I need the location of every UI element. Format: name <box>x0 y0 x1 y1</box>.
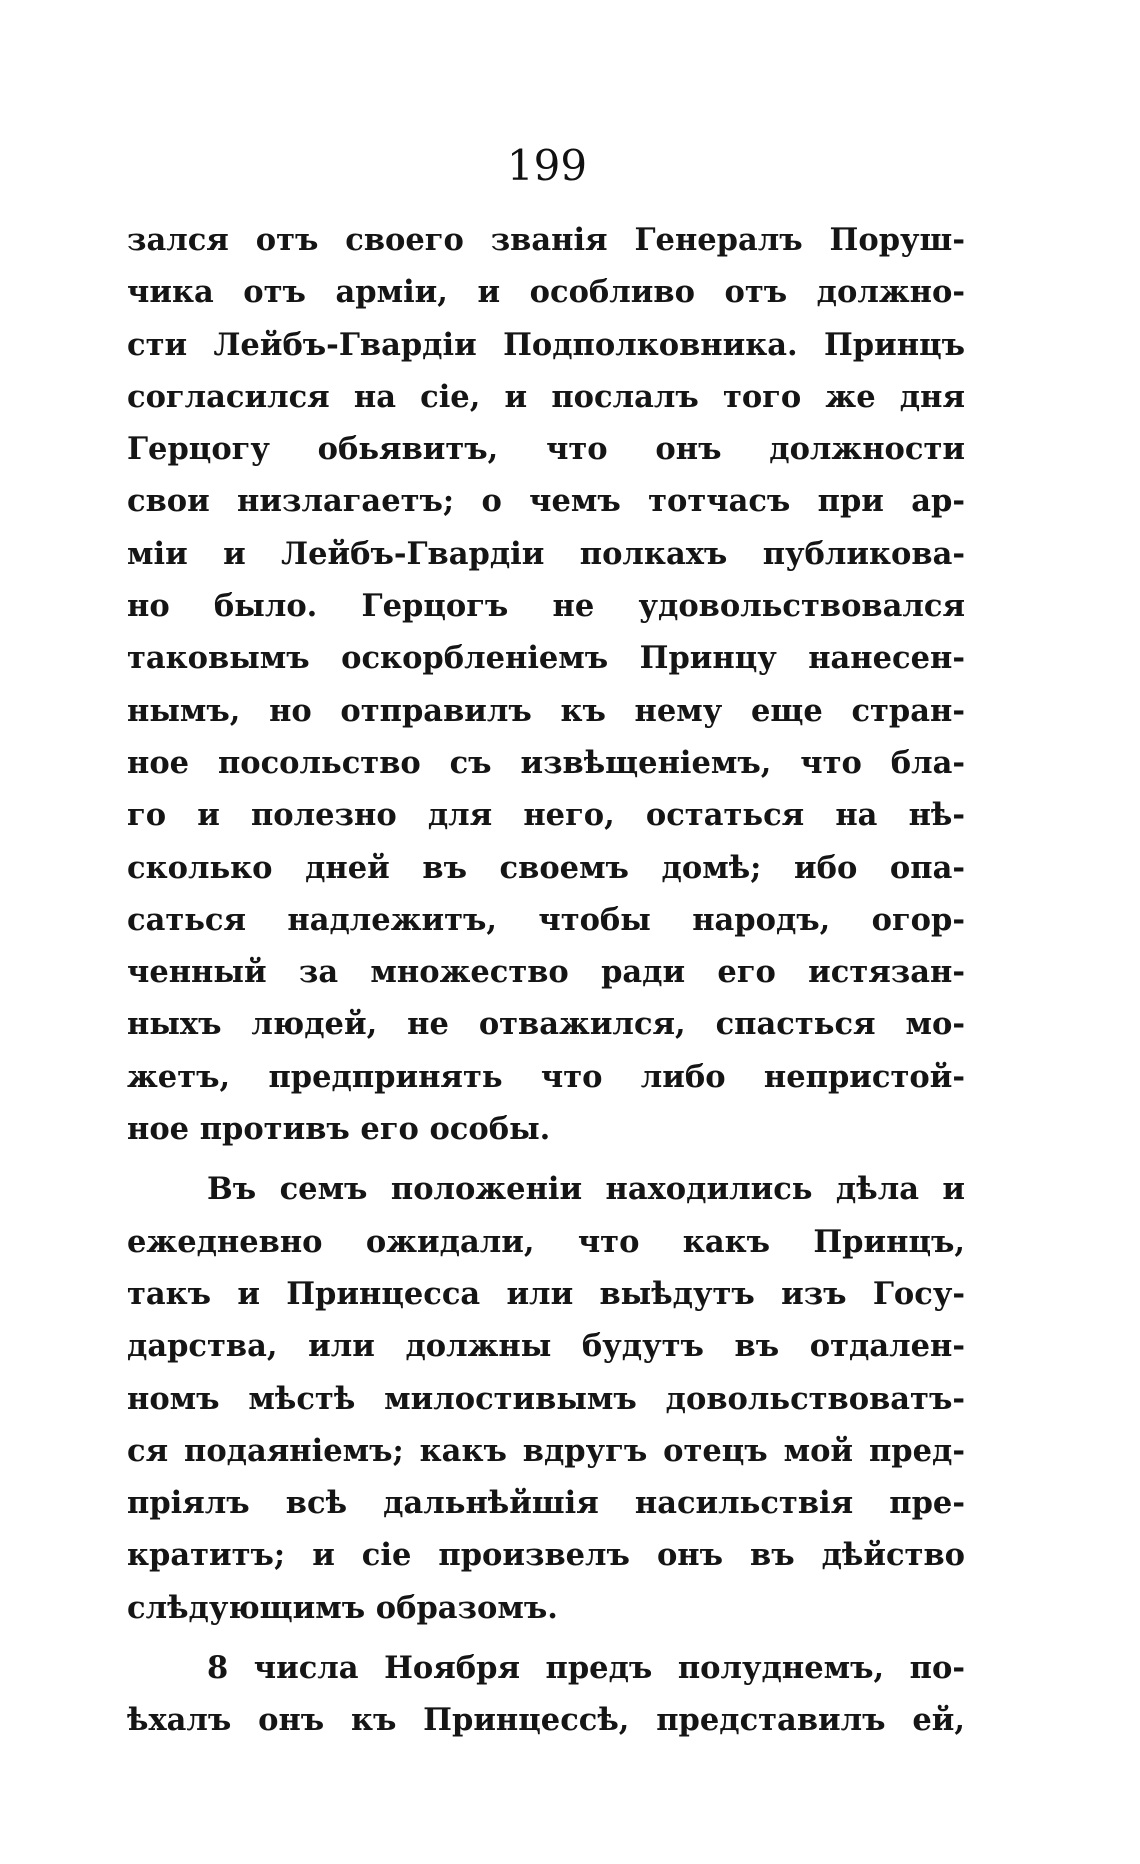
text-line: сти Лейбъ-Гвардіи Подполковника. Принцъ <box>127 326 965 363</box>
text-line: пріялъ всѣ дальнѣйшія насильствія пре- <box>127 1485 965 1522</box>
text-line: кратитъ; и сіе произвелъ онъ въ дѣйство <box>127 1537 965 1574</box>
text-line: сколько дней въ своемъ домѣ; ибо опа- <box>127 849 965 886</box>
page-number: 199 <box>506 141 588 190</box>
text-line: саться надлежитъ, чтобы народъ, огор- <box>127 901 965 938</box>
text-line: го и полезно для него, остаться на нѣ- <box>127 797 965 834</box>
paragraph-gap <box>127 1634 965 1642</box>
text-line: ежедневно ожидали, что какъ Принцъ, <box>127 1223 965 1260</box>
text-line: согласился на сіе, и послалъ того же дня <box>127 378 965 415</box>
text-line: дарства, или должны будутъ въ отдален- <box>127 1328 965 1365</box>
body-text <box>127 214 965 1747</box>
text-line: слѣдующимъ образомъ. <box>127 1589 558 1626</box>
text-line: Въ семъ положеніи находились дѣла и <box>207 1171 965 1208</box>
text-line: ныхъ людей, не отважился, спасться мо- <box>127 1006 965 1043</box>
text-line: ченный за множество ради его истязан- <box>127 954 965 991</box>
text-line: міи и Лейбъ-Гвардіи полкахъ публикова- <box>127 535 965 572</box>
text-line: но было. Герцогъ не удовольствовался <box>127 588 965 625</box>
text-line: номъ мѣстѣ милостивымъ довольствоватъ- <box>127 1380 965 1417</box>
text-line: 8 числа Ноября предъ полуднемъ, по- <box>207 1650 965 1687</box>
text-line: нымъ, но отправилъ къ нему еще стран- <box>127 692 965 729</box>
paragraph <box>127 1642 965 1747</box>
text-line: Герцогу обьявитъ, что онъ должности <box>127 431 965 468</box>
paragraph <box>127 214 965 1155</box>
text-line: ся подаяніемъ; какъ вдругъ отецъ мой пред- <box>127 1432 965 1469</box>
text-line: таковымъ оскорбленіемъ Принцу нанесен- <box>127 640 965 677</box>
text-line: чика отъ арміи, и особливо отъ должно- <box>127 274 965 311</box>
text-line: зался отъ своего званія Генералъ Поруш- <box>127 222 965 258</box>
text-line: ное противъ его особы. <box>127 1111 551 1148</box>
text-line: ное посольство съ извѣщеніемъ, что бла- <box>127 744 965 781</box>
text-line: такъ и Принцесса или выѣдутъ изъ Госу- <box>127 1275 965 1312</box>
text-line: жетъ, предпринять что либо непристой- <box>127 1058 965 1095</box>
paragraph-gap <box>127 1155 965 1163</box>
paragraph <box>127 1163 965 1634</box>
text-line: свои низлагаетъ; о чемъ тотчасъ при ар- <box>127 483 965 520</box>
text-line: ѣхалъ онъ къ Принцессѣ, представилъ ей, <box>127 1702 965 1739</box>
